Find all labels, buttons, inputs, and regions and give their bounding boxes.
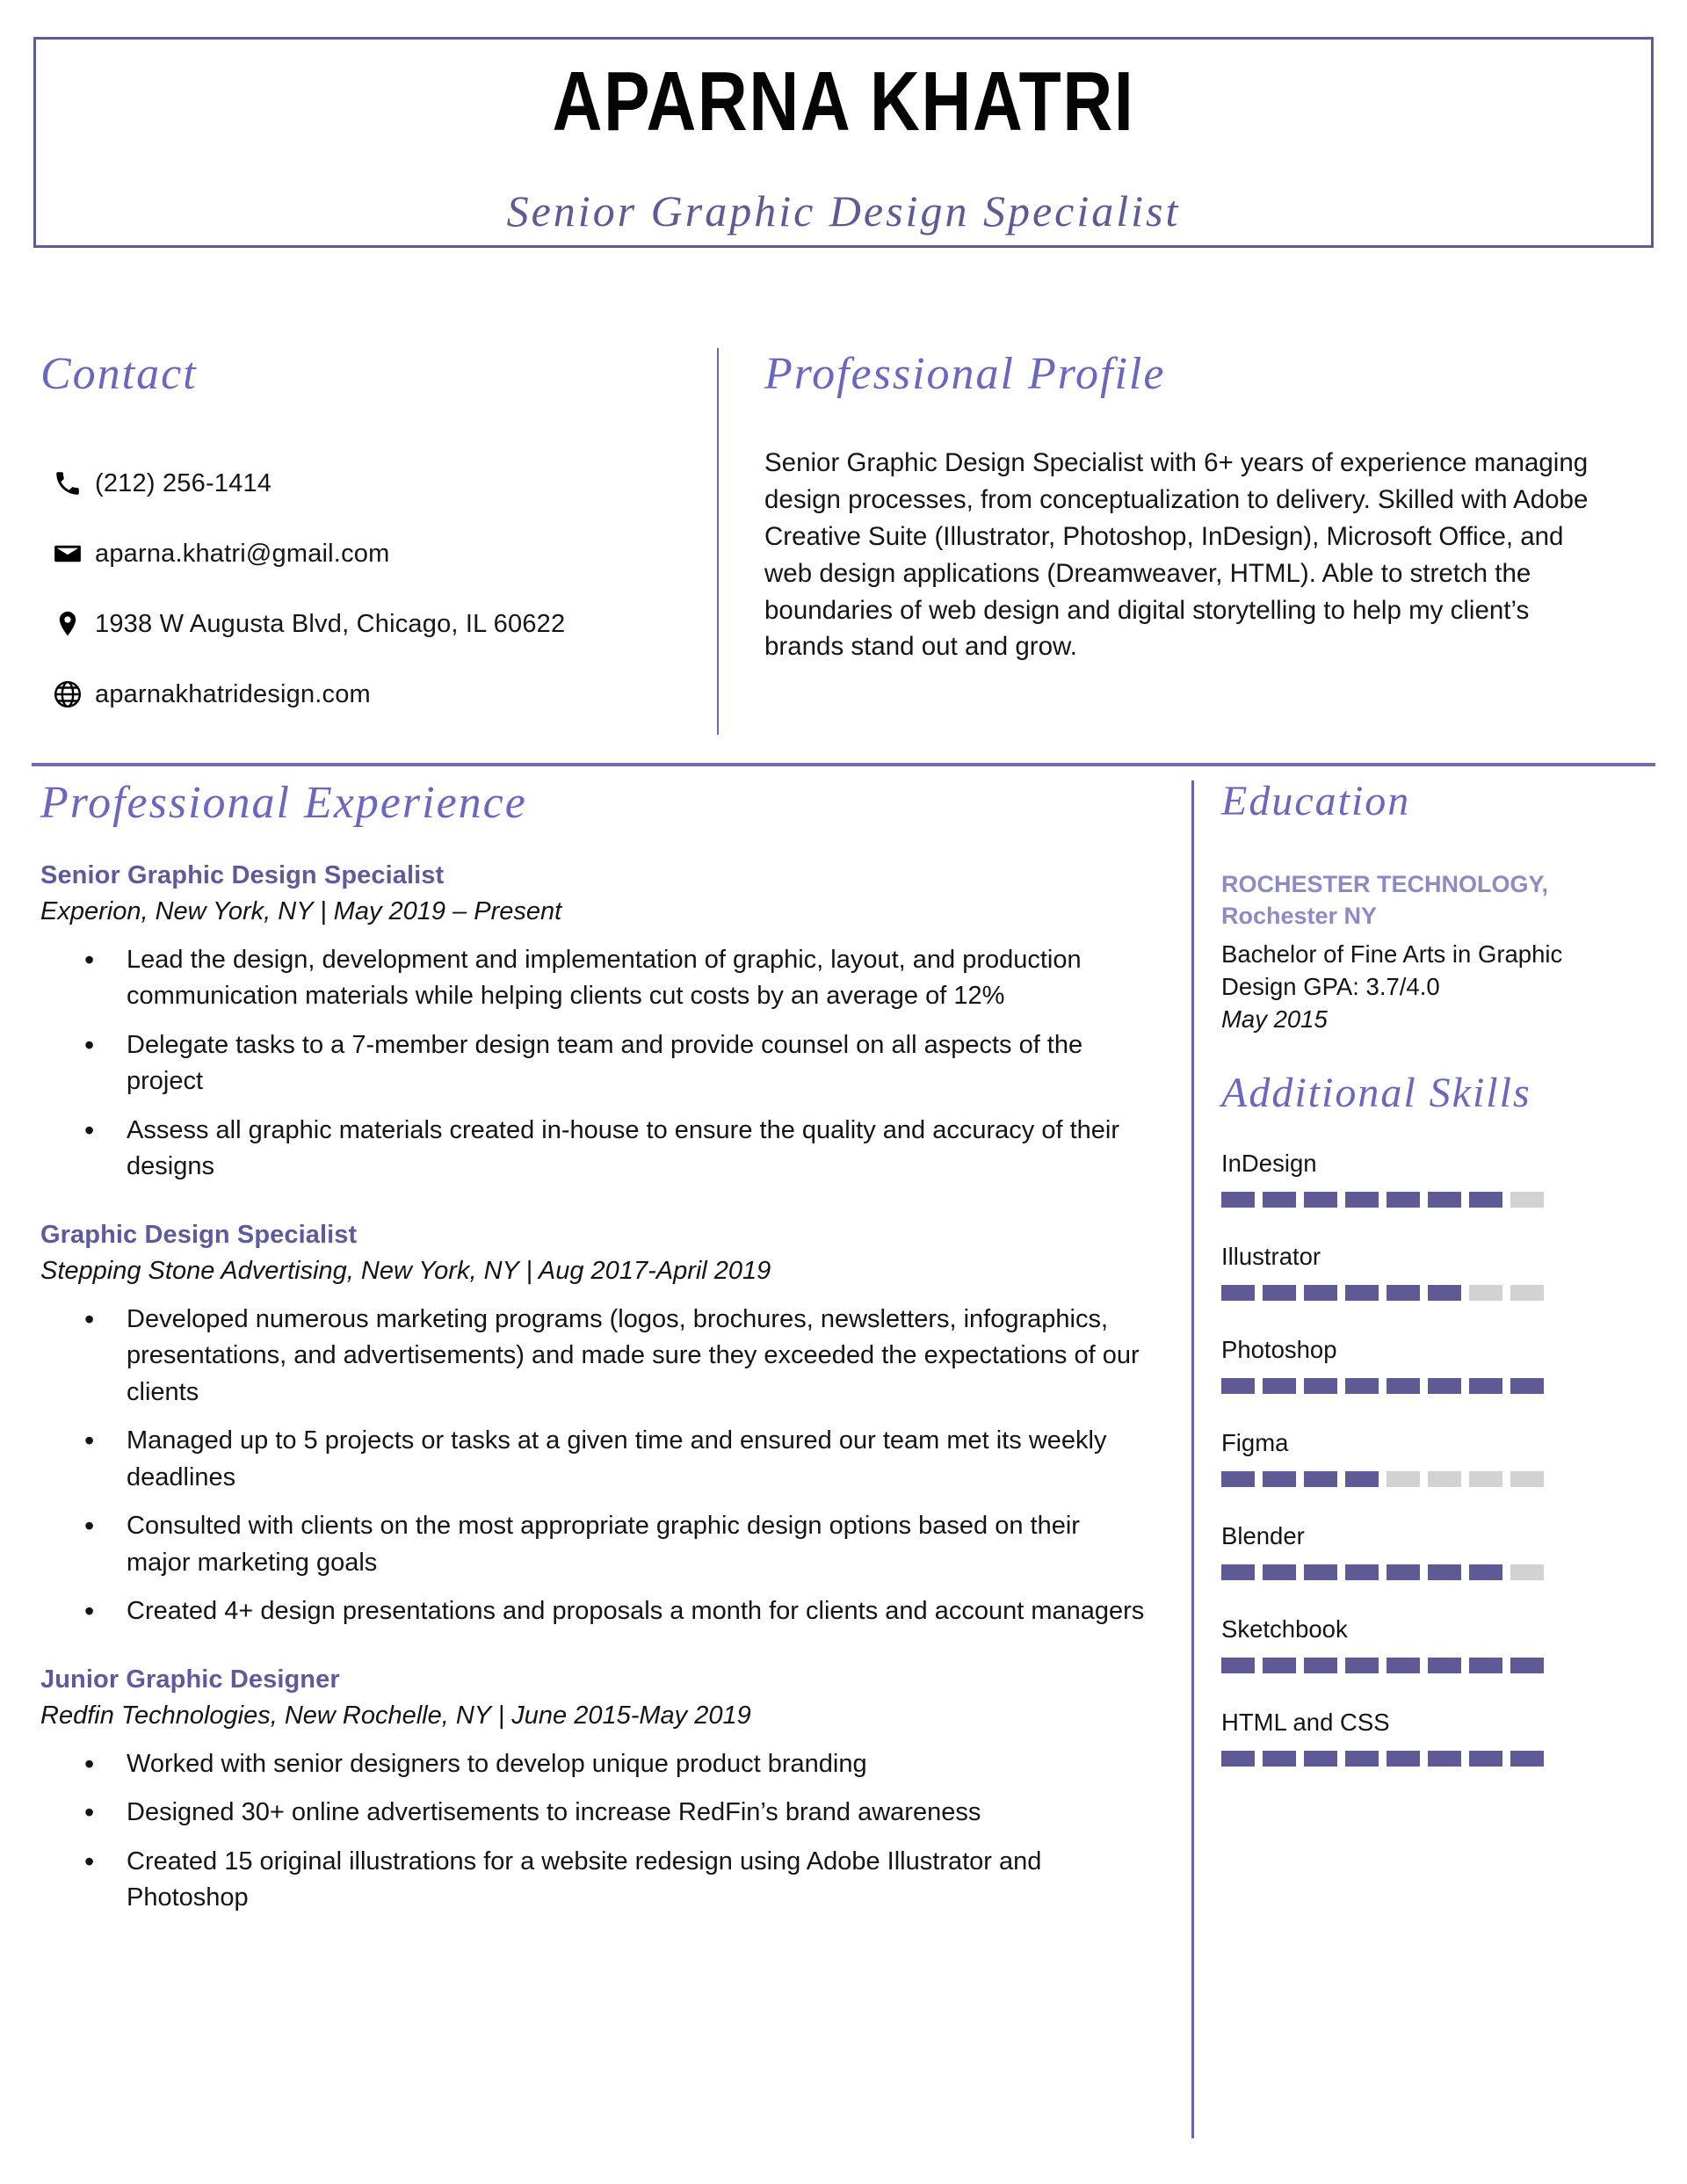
- list-item: • Designed 30+ online advertisements to increase RedFin’s brand awareness: [127, 1795, 1174, 1831]
- skill-row-html-css: [1221, 1709, 1634, 1767]
- contact-list: [40, 448, 691, 729]
- skill-segment-filled: [1263, 1751, 1296, 1767]
- job-bullet-list: [40, 1746, 1174, 1917]
- envelope-icon: [40, 539, 95, 569]
- job-title: Junior Graphic Designer: [40, 1665, 340, 1694]
- contact-item-email[interactable]: [40, 519, 691, 589]
- skill-segment-filled: [1510, 1658, 1544, 1673]
- skill-segment-empty: [1510, 1285, 1544, 1301]
- skill-segment-filled: [1428, 1285, 1461, 1301]
- skills-heading: Additional Skills: [1221, 1070, 1531, 1117]
- job-title: Senior Graphic Design Specialist: [40, 861, 445, 889]
- contact-email-value: aparna.khatri@gmail.com: [95, 539, 390, 568]
- list-item: • Managed up to 5 projects or tasks at a given time and ensured our team met its weekly deadlines: [127, 1423, 1174, 1496]
- education-heading: Education: [1221, 778, 1411, 824]
- skill-segment-filled: [1221, 1658, 1255, 1673]
- skill-label: Blender: [1221, 1522, 1305, 1550]
- skill-segment-filled: [1345, 1471, 1379, 1487]
- profile-paragraph: Senior Graphic Design Specialist with 6+ years of experience managing design processes, from conceptualization to delivery. Skilled with Adobe Creative Suite (Illustrator, Photoshop, InDesign), Microsoft Office, and web design applications (Dreamweaver, HTML). Able to stretch the boundaries of web design and digital storytelling to help my client’s brands stand out and grow.: [764, 448, 1589, 662]
- skill-level-bar: [1221, 1471, 1634, 1487]
- skill-segment-filled: [1263, 1285, 1296, 1301]
- phone-icon: [40, 468, 95, 498]
- skill-segment-filled: [1304, 1564, 1337, 1580]
- sidebar: [1221, 780, 1634, 1767]
- horizontal-divider: [32, 763, 1655, 766]
- skill-segment-empty: [1510, 1564, 1544, 1580]
- skill-segment-filled: [1263, 1192, 1296, 1208]
- job-bullet-list: [40, 1302, 1174, 1630]
- skill-level-bar: [1221, 1378, 1634, 1394]
- contact-heading: Contact: [40, 349, 198, 399]
- vertical-divider-sidebar: [1191, 780, 1194, 2138]
- contact-item-website[interactable]: [40, 659, 691, 729]
- skill-segment-filled: [1469, 1658, 1502, 1673]
- skill-level-bar: [1221, 1192, 1634, 1208]
- skill-segment-filled: [1345, 1192, 1379, 1208]
- job-subtitle: Senior Graphic Design Specialist: [484, 189, 1204, 233]
- skill-segment-filled: [1428, 1658, 1461, 1673]
- skill-segment-filled: [1221, 1192, 1255, 1208]
- skill-level-bar: [1221, 1751, 1634, 1767]
- experience-entry: [40, 1665, 1174, 1917]
- skill-segment-filled: [1469, 1192, 1502, 1208]
- skill-segment-filled: [1469, 1564, 1502, 1580]
- experience-entry: [40, 861, 1174, 1186]
- education-degree: Bachelor of Fine Arts in Graphic Design GPA: 3.7/4.0: [1221, 940, 1563, 1000]
- skill-segment-empty: [1387, 1471, 1420, 1487]
- list-item: • Assess all graphic materials created in-house to ensure the quality and accuracy of their designs: [127, 1113, 1174, 1186]
- experience-heading: Professional Experience: [40, 778, 527, 828]
- skill-segment-filled: [1345, 1564, 1379, 1580]
- skill-row-sketchbook: [1221, 1615, 1634, 1673]
- skill-segment-filled: [1387, 1564, 1420, 1580]
- skill-segment-empty: [1469, 1285, 1502, 1301]
- skill-label: Illustrator: [1221, 1243, 1321, 1271]
- skill-segment-filled: [1345, 1751, 1379, 1767]
- skill-row-photoshop: [1221, 1336, 1634, 1394]
- skill-segment-filled: [1221, 1285, 1255, 1301]
- skill-segment-filled: [1221, 1564, 1255, 1580]
- skill-segment-filled: [1469, 1751, 1502, 1767]
- skill-segment-filled: [1304, 1192, 1337, 1208]
- skill-row-blender: [1221, 1522, 1634, 1580]
- skill-segment-filled: [1387, 1751, 1420, 1767]
- skill-segment-filled: [1387, 1192, 1420, 1208]
- skill-segment-filled: [1304, 1378, 1337, 1394]
- skill-segment-empty: [1469, 1471, 1502, 1487]
- skill-segment-filled: [1345, 1378, 1379, 1394]
- list-item: • Delegate tasks to a 7-member design team and provide counsel on all aspects of the project: [127, 1027, 1174, 1100]
- skill-segment-filled: [1510, 1751, 1544, 1767]
- skill-segment-filled: [1263, 1378, 1296, 1394]
- skill-segment-filled: [1263, 1658, 1296, 1673]
- skill-segment-filled: [1221, 1751, 1255, 1767]
- skill-segment-filled: [1428, 1751, 1461, 1767]
- profile-heading: Professional Profile: [764, 349, 1166, 399]
- professional-experience-section: [40, 780, 1174, 1928]
- job-meta: Redfin Technologies, New Rochelle, NY | June 2015-May 2019: [40, 1701, 751, 1730]
- education-school: ROCHESTER TECHNOLOGY, Rochester NY: [1221, 871, 1549, 930]
- skill-row-illustrator: [1221, 1243, 1634, 1301]
- skill-level-bar: [1221, 1285, 1634, 1301]
- skill-segment-filled: [1428, 1192, 1461, 1208]
- skill-segment-filled: [1304, 1471, 1337, 1487]
- location-pin-icon: [40, 609, 95, 639]
- skill-level-bar: [1221, 1658, 1634, 1673]
- skill-segment-filled: [1428, 1378, 1461, 1394]
- skill-segment-filled: [1469, 1378, 1502, 1394]
- list-item: • Worked with senior designers to develop unique product branding: [127, 1746, 1174, 1782]
- contact-item-address[interactable]: [40, 589, 691, 659]
- job-bullet-list: [40, 942, 1174, 1186]
- skill-segment-filled: [1345, 1658, 1379, 1673]
- skill-segment-filled: [1387, 1658, 1420, 1673]
- skill-label: HTML and CSS: [1221, 1709, 1390, 1737]
- contact-phone-value: (212) 256-1414: [95, 468, 272, 497]
- job-meta: Experion, New York, NY | May 2019 – Present: [40, 897, 562, 925]
- skill-label: Photoshop: [1221, 1336, 1337, 1364]
- skill-segment-empty: [1510, 1471, 1544, 1487]
- list-item: • Developed numerous marketing programs (logos, brochures, newsletters, infographics, presentations, and advertisements) and made sure they exceeded the expectations of our clients: [127, 1302, 1174, 1411]
- globe-icon: [40, 678, 95, 710]
- skill-label: InDesign: [1221, 1150, 1317, 1178]
- skill-segment-filled: [1304, 1658, 1337, 1673]
- contact-address-value: 1938 W Augusta Blvd, Chicago, IL 60622: [95, 609, 566, 638]
- page-title: APARNA KHATRI: [552, 54, 1135, 149]
- contact-website-value: aparnakhatridesign.com: [95, 679, 371, 708]
- skill-segment-filled: [1304, 1751, 1337, 1767]
- skill-segment-filled: [1510, 1378, 1544, 1394]
- skill-segment-filled: [1387, 1285, 1420, 1301]
- skill-segment-filled: [1263, 1471, 1296, 1487]
- skill-segment-filled: [1345, 1285, 1379, 1301]
- skill-label: Sketchbook: [1221, 1615, 1348, 1643]
- skill-segment-filled: [1304, 1285, 1337, 1301]
- skill-segment-filled: [1428, 1564, 1461, 1580]
- vertical-divider-top: [717, 348, 719, 735]
- job-title: Graphic Design Specialist: [40, 1220, 358, 1249]
- professional-profile-section: [764, 349, 1612, 665]
- experience-entry: [40, 1221, 1174, 1630]
- skill-segment-empty: [1510, 1192, 1544, 1208]
- contact-section: [40, 349, 691, 729]
- list-item: • Consulted with clients on the most appropriate graphic design options based on their major marketing goals: [127, 1508, 1174, 1581]
- skill-segment-filled: [1387, 1378, 1420, 1394]
- list-item: • Created 4+ design presentations and proposals a month for clients and account managers: [127, 1593, 1174, 1629]
- skill-segment-empty: [1428, 1471, 1461, 1487]
- skill-label: Figma: [1221, 1429, 1289, 1457]
- job-meta: Stepping Stone Advertising, New York, NY | Aug 2017-April 2019: [40, 1256, 771, 1285]
- education-date: May 2015: [1221, 1005, 1328, 1034]
- skill-row-figma: [1221, 1429, 1634, 1487]
- list-item: • Lead the design, development and implementation of graphic, layout, and production communication materials while helping clients cut costs by an average of 12%: [127, 942, 1174, 1015]
- skill-row-indesign: [1221, 1150, 1634, 1208]
- skill-segment-filled: [1263, 1564, 1296, 1580]
- list-item: • Created 15 original illustrations for a website redesign using Adobe Illustrator and Photoshop: [127, 1844, 1174, 1917]
- contact-item-phone[interactable]: [40, 448, 691, 519]
- skill-segment-filled: [1221, 1471, 1255, 1487]
- skill-level-bar: [1221, 1564, 1634, 1580]
- skill-segment-filled: [1221, 1378, 1255, 1394]
